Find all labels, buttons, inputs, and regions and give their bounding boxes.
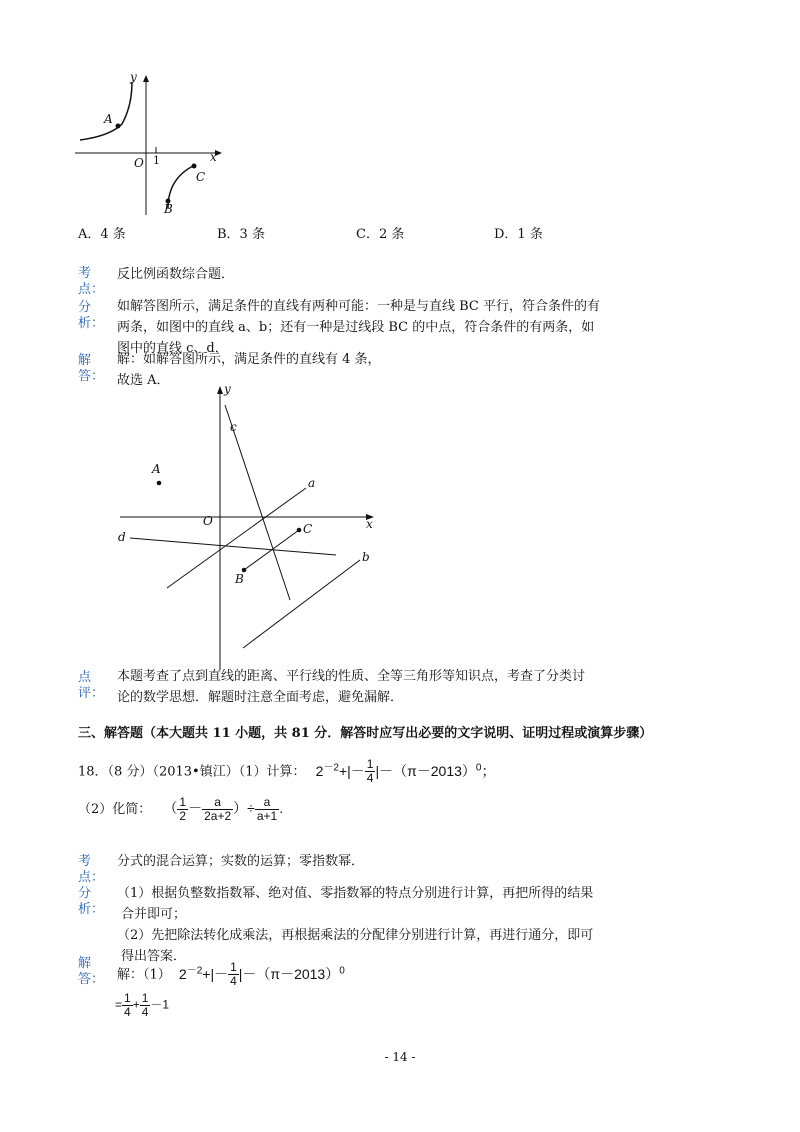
expression-1-repeat — [178, 960, 345, 989]
label-part: 考 — [78, 854, 92, 869]
point-b-label: B — [235, 572, 244, 586]
expr-tail: |－（π－2013） — [375, 762, 476, 779]
expr-zero-exponent: 0 — [339, 965, 345, 976]
origin-label: O — [134, 156, 144, 170]
expr-base: 2 — [178, 965, 187, 982]
step-tail: －1 — [150, 997, 170, 1012]
label-part: 解 — [78, 353, 92, 368]
fenxi-line: 合并即可； — [121, 907, 187, 922]
option-c: C．2 条 — [356, 227, 405, 242]
expression-1 — [315, 757, 496, 786]
dianping-text — [117, 666, 585, 708]
x-axis-label: x — [210, 150, 217, 164]
expression-2 — [163, 795, 284, 823]
part2-prefix: （2）化简： — [78, 802, 152, 818]
expr-exponent: －2 — [186, 965, 203, 976]
denominator: a+1 — [256, 809, 278, 823]
expr-tail: |－（π－2013） — [238, 965, 340, 982]
section-title: 三、解答题（本大题共 11 小题，共 81 分．解答时应写出必要的文字说明、证明过程或演算步骤） — [78, 726, 653, 741]
point-c-label: C — [196, 170, 206, 184]
paren-open: （ — [163, 800, 178, 817]
fraction-one-quarter — [365, 758, 376, 785]
label-part: 分 — [78, 886, 92, 901]
origin-label: O — [203, 514, 213, 528]
q18-kaodian-text: 分式的混合运算；实数的运算；零指数幂． — [117, 854, 365, 869]
option-a: A．4 条 — [78, 227, 126, 242]
numerator: 1 — [230, 960, 237, 975]
q18-jieda-label — [78, 956, 104, 988]
label-part: 点 — [78, 670, 92, 685]
fraction-a-a1 — [255, 796, 279, 823]
q18-part2 — [78, 796, 283, 823]
label-part: 考 — [78, 266, 92, 281]
numerator: a — [255, 796, 279, 810]
fraction-a-2a2 — [202, 796, 233, 823]
line-c-label: c — [230, 420, 237, 434]
expr-end: ； — [481, 762, 496, 779]
fenxi-line: 如解答图所示，满足条件的直线有两种可能：一种是与直线 BC 平行，符合条件的有 — [117, 299, 601, 314]
jieda-label — [78, 353, 104, 385]
point-b-label: B — [164, 202, 173, 216]
label-part: 答： — [78, 972, 105, 987]
numerator: 1 — [179, 795, 187, 809]
numerator: 1 — [366, 757, 374, 772]
numerator: 1 — [124, 991, 131, 1005]
option-d: D．1 条 — [494, 227, 543, 242]
expr-zero-exponent: 0 — [475, 762, 482, 773]
q18-kaodian-label — [78, 854, 104, 886]
denominator: 2 — [179, 809, 187, 823]
y-axis-label: y — [130, 70, 137, 84]
label-part: 点： — [78, 870, 105, 885]
label-part: 点： — [78, 282, 105, 297]
line-b-label: b — [362, 550, 370, 564]
fenxi-line: （1）根据负整数指数幂、绝对值、零指数幂的特点分别进行计算，再把所得的结果 — [117, 886, 594, 901]
plus-sign: + — [132, 997, 140, 1012]
denominator: 4 — [124, 1005, 131, 1019]
line-d-label: d — [118, 530, 126, 544]
dianping-label — [78, 670, 104, 702]
page-number: - 14 - — [384, 1050, 416, 1064]
point-a-label: A — [104, 112, 113, 126]
tick-one-label: 1 — [153, 154, 160, 167]
dianping-line: 本题考查了点到直线的距离、平行线的性质、全等三角形等知识点，考查了分类讨 — [117, 669, 586, 684]
jieda-prefix: 解：（1） — [117, 967, 171, 983]
kaodian-text: 反比例函数综合题． — [117, 267, 235, 282]
numerator: a — [202, 796, 233, 810]
paren-close-divide: ）÷ — [233, 800, 255, 817]
denominator: 2a+2 — [204, 809, 232, 823]
denominator: 4 — [366, 771, 374, 786]
label-part: 析： — [78, 316, 105, 331]
q18-jieda-step2 — [115, 992, 169, 1019]
fenxi-line: 图中的直线 c、d． — [117, 341, 228, 356]
x-axis-label: x — [366, 517, 373, 531]
jieda-line: 解：如解答图所示，满足条件的直线有 4 条， — [117, 352, 381, 367]
label-part: 评： — [78, 686, 105, 701]
fraction-1-2 — [177, 796, 188, 823]
jieda-line: 故选 A． — [117, 373, 170, 388]
expr-end: . — [279, 800, 284, 817]
q18-fenxi-label — [78, 886, 104, 918]
fraction-step-1 — [122, 992, 133, 1019]
q18-fenxi-text — [117, 883, 593, 967]
fenxi-line: 得出答案． — [121, 949, 187, 964]
point-c-label: C — [303, 522, 313, 536]
expr-base: 2 — [315, 762, 324, 779]
label-part: 分 — [78, 300, 92, 315]
expr-abs-open: +|－ — [338, 762, 365, 779]
equals-sign: = — [115, 997, 123, 1012]
denominator: 4 — [230, 974, 237, 989]
fraction-one-quarter — [228, 961, 239, 988]
q18-header — [78, 757, 495, 785]
line-a-label: a — [308, 476, 316, 490]
label-part: 析： — [78, 902, 105, 917]
label-part: 答： — [78, 369, 105, 384]
expr-abs-open: +|－ — [202, 965, 229, 982]
point-a-label: A — [152, 462, 161, 476]
q18-jieda-line1 — [117, 960, 345, 988]
dianping-line: 论的数学思想．解题时注意全面考虑，避免漏解． — [117, 690, 404, 705]
fraction-step-2 — [140, 992, 151, 1019]
q18-header-text: 18．（8 分）（2013•镇江）（1）计算： — [78, 764, 306, 780]
denominator: 4 — [141, 1005, 149, 1019]
label-part: 解 — [78, 956, 92, 971]
numerator: 1 — [141, 991, 149, 1005]
y-axis-label: y — [224, 382, 231, 396]
fenxi-line: （2）先把除法转化成乘法，再根据乘法的分配律分别进行计算，再进行通分，即可 — [117, 928, 594, 943]
kaodian-label — [78, 266, 104, 298]
option-b: B．3 条 — [217, 227, 265, 242]
fenxi-line: 两条，如图中的直线 a、b；还有一种是过线段 BC 的中点，符合条件的有两条，如 — [117, 320, 595, 335]
minus-sign: － — [188, 800, 203, 817]
fenxi-label — [78, 300, 104, 332]
expr-exponent: －2 — [323, 762, 339, 773]
